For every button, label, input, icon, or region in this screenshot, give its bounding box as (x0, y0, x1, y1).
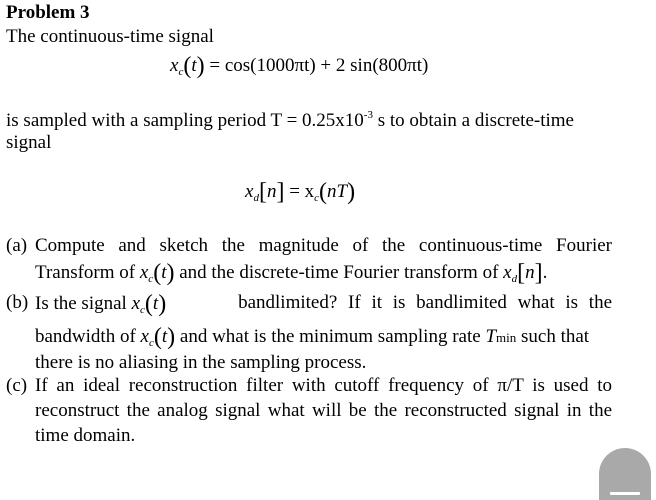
part-b-line2: bandwidth of $x_c(t)$ and what is the minimum sampling rate Tmin such that (35, 324, 590, 350)
eq2-rhs: = x (289, 181, 315, 202)
tmin-symbol: T (485, 326, 497, 347)
part-c-line2: reconstruct the analog signal what will be the reconstructed signal in the (35, 400, 612, 421)
signal-equation: $x_c(t) = \cos(1000\pi t) + 2$ sin(800πt) (170, 53, 429, 79)
sampling-sentence (6, 109, 612, 132)
eq1-var: x (170, 55, 179, 76)
part-a-text1: Transform of (35, 262, 140, 283)
eq2-rhs-sub: c (314, 192, 320, 204)
eq2-lhs: x (245, 181, 254, 202)
part-c-marker: (c) (6, 375, 28, 396)
part-c (6, 375, 612, 450)
eq1-arg: t (191, 55, 197, 76)
tmin-subscript: min (496, 330, 517, 345)
eq2-rhs-arg: nT (327, 181, 348, 202)
part-b (6, 292, 612, 372)
scroll-handle[interactable] (599, 448, 651, 500)
eq2-lhs-arg: n (266, 181, 277, 202)
sampling-text-end: s to obtain a discrete-time (372, 110, 574, 131)
part-b-text1: Is the signal (35, 293, 132, 314)
problem-title: Problem 3 (6, 2, 90, 23)
sampling-sentence-line2: signal (6, 132, 52, 153)
part-b-text4: and what is the minimum sampling rate (175, 326, 486, 347)
part-c-line3: time domain. (35, 425, 136, 446)
part-b-marker: (b) (6, 292, 29, 313)
part-a-text2: and the discrete-time Fourier transform of (174, 262, 504, 283)
eq1-rhs: = cos(1000πt) + 2 sin(800πt) (209, 55, 429, 76)
part-b-line3: there is no aliasing in the sampling process. (35, 352, 367, 373)
part-a-line2: Transform of $x_c(t)$ and the discrete-time Fourier transform of $x_d[n]$. (35, 260, 548, 286)
part-b-text5: such that (516, 326, 590, 347)
discrete-signal-equation: $x_d[n] = x_c(nT)$ (245, 179, 356, 205)
eq2-lhs-sub: d (253, 192, 259, 204)
part-b-text3: bandwidth of (35, 326, 141, 347)
handle-bar-icon (610, 492, 640, 495)
part-c-line1: If an ideal reconstruction filter with cutoff frequency of π/T is used to (35, 375, 612, 396)
part-b-text2: bandlimited? If it is bandlimited what is the (238, 292, 612, 313)
part-a (6, 235, 612, 290)
part-a-line1: Compute and sketch the magnitude of the continuous-time Fourier (35, 235, 612, 256)
sampling-text: is sampled with a sampling period T = 0.25x10 (6, 110, 364, 131)
intro-text: The continuous-time signal (6, 26, 214, 47)
part-a-marker: (a) (6, 235, 28, 256)
eq1-sub: c (178, 66, 184, 78)
part-b-line1: Is the signal $x_c(t)$ bandlimited? If it is bandlimited what is the (35, 291, 612, 317)
exponent: -3 (363, 109, 373, 121)
